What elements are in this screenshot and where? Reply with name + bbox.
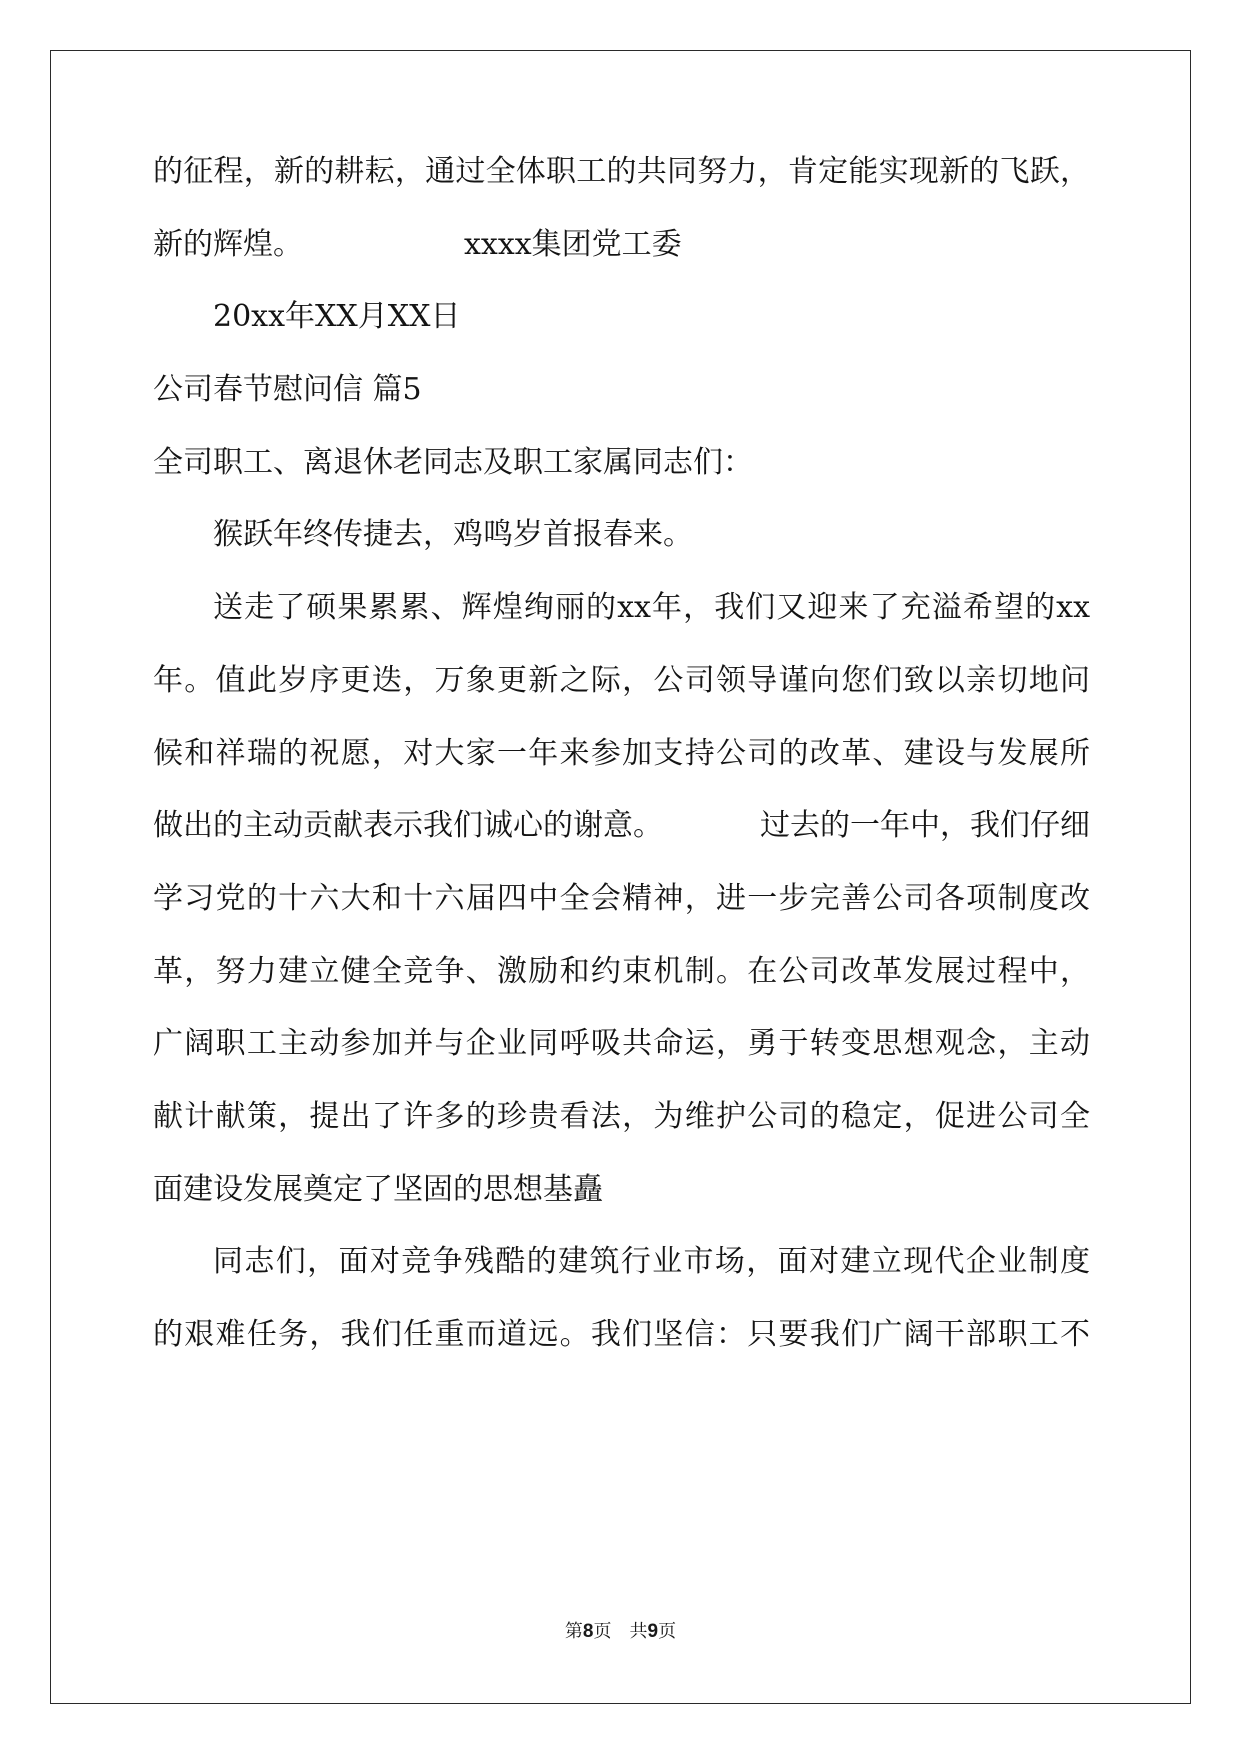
page-suffix: 页 — [593, 1621, 612, 1642]
opening-couplet: 猴跃年终传捷去，鸡鸣岁首报春来。 — [213, 517, 693, 553]
text-line: 同志们，面对竞争残酷的建筑行业市场，面对建立现代企业制度 — [213, 1244, 1090, 1280]
closing-line — [153, 209, 1090, 282]
signature-organization: xxxx集团党工委 — [464, 226, 682, 262]
text-line-left: 做出的主动贡献表示我们诚心的谢意。 — [153, 808, 663, 844]
page-prefix: 第 — [564, 1621, 583, 1642]
text-line-right: 过去的一年中，我们仔细 — [760, 808, 1090, 844]
total-page-number: 9 — [647, 1621, 659, 1642]
text-line: 面建设发展奠定了坚固的思想基矗 — [153, 1171, 603, 1207]
text-line: 年。值此岁序更迭，万象更新之际，公司领导谨向您们致以亲切地问 — [153, 662, 1090, 698]
section-title: 公司春节慰问信 篇5 — [153, 372, 422, 408]
page-footer — [0, 1620, 1241, 1644]
text-line — [153, 790, 1090, 863]
page-indicator — [565, 1621, 612, 1642]
salutation: 全司职工、离退休老同志及职工家属同志们： — [153, 444, 753, 480]
text-line: 献计献策，提出了许多的珍贵看法，为维护公司的稳定，促进公司全 — [153, 1098, 1090, 1134]
signature-date: 20xx年XX月XX日 — [213, 299, 461, 335]
text-line: 广阔职工主动参加并与企业同呼吸共命运，勇于转变思想观念，主动 — [153, 1026, 1090, 1062]
total-suffix: 页 — [658, 1621, 677, 1642]
text-line: 的艰难任务，我们任重而道远。我们坚信：只要我们广阔干部职工不 — [153, 1317, 1090, 1352]
document-body — [153, 136, 1090, 1372]
current-page-number: 8 — [582, 1621, 594, 1642]
text-line: 革，努力建立健全竞争、激励和约束机制。在公司改革发展过程中， — [153, 953, 1090, 989]
total-pages-indicator — [630, 1621, 677, 1642]
closing-text: 新的辉煌。 — [153, 226, 303, 262]
text-line: 候和祥瑞的祝愿，对大家一年来参加支持公司的改革、建设与发展所 — [153, 735, 1090, 771]
text-line: 送走了硕果累累、辉煌绚丽的xx年，我们又迎来了充溢希望的xx — [213, 590, 1090, 626]
text-line: 学习党的十六大和十六届四中全会精神，进一步完善公司各项制度改 — [153, 880, 1090, 916]
text-line: 的征程，新的耕耘，通过全体职工的共同努力，肯定能实现新的飞跃， — [153, 154, 1090, 189]
total-prefix: 共 — [629, 1621, 648, 1642]
